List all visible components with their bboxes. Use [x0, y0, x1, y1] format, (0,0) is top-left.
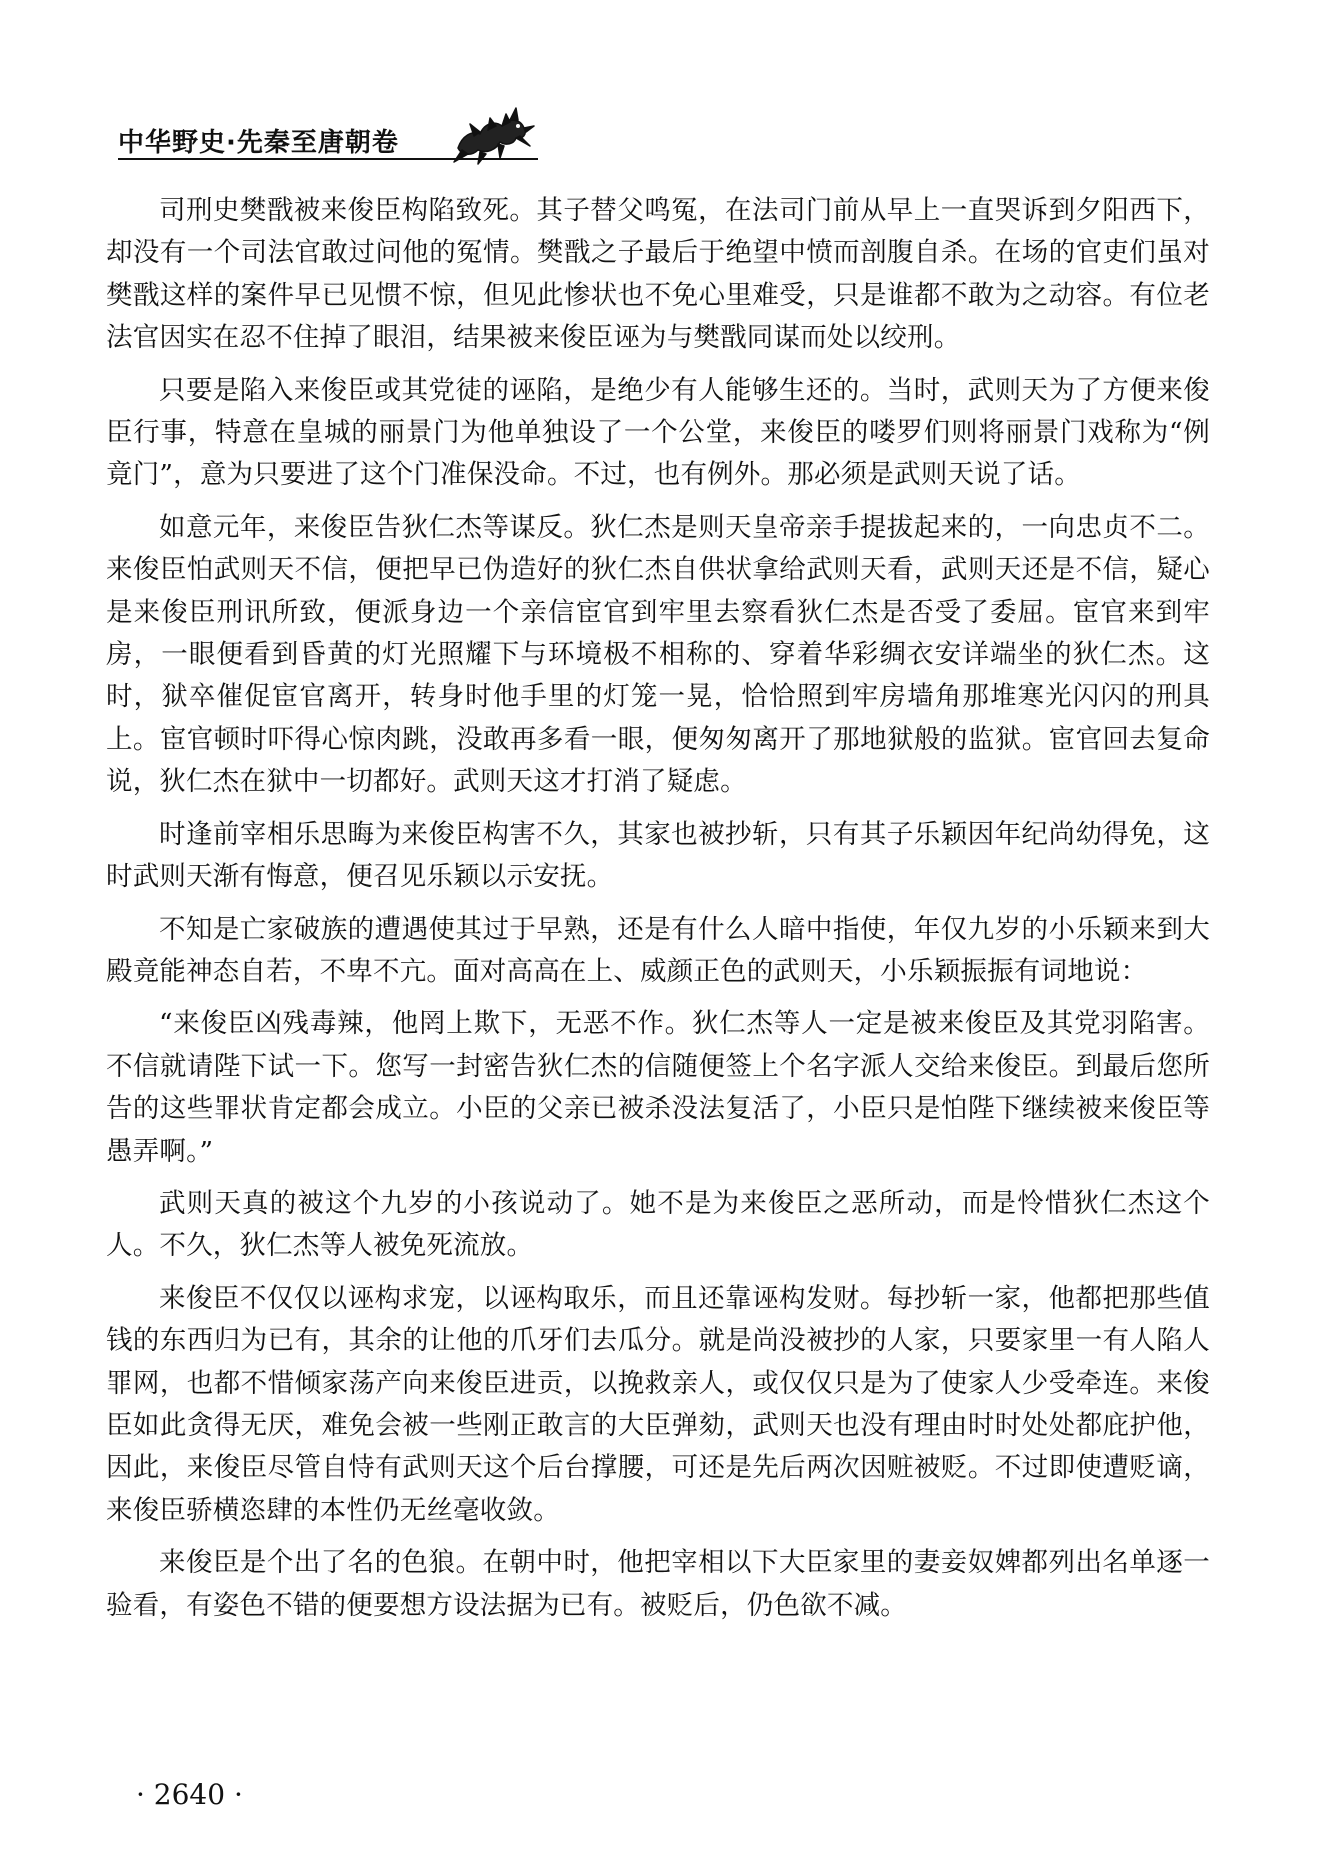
paragraph: “来俊臣凶残毒辣，他罔上欺下，无恶不作。狄仁杰等人一定是被来俊臣及其党羽陷害。不信就请陛下试一下。您写一封密告狄仁杰的信随便签上个名字派人交给来俊臣。到最后您所告的这些罪状肯定都会成立。小臣的父亲已被杀没法复活了，小臣只是怕陛下继续被来俊臣等愚弄啊。” — [106, 1008, 1210, 1167]
dragon-icon — [448, 100, 536, 170]
paragraph: 武则天真的被这个九岁的小孩说动了。她不是为来俊臣之恶所动，而是怜惜狄仁杰这个人。不久，狄仁杰等人被免死流放。 — [106, 1187, 1210, 1262]
paragraph: 司刑史樊戬被来俊臣构陷致死。其子替父鸣冤，在法司门前从早上一直哭诉到夕阳西下，却没有一个司法官敢过问他的冤情。樊戬之子最后于绝望中愤而剖腹自杀。在场的官吏们虽对樊戬这样的案件早已见惯不惊，但见此惨状也不免心里难受，只是谁都不敢为之动容。有位老法官因实在忍不住掉了眼泪，结果被来俊臣诬为与樊戬同谋而处以绞刑。 — [106, 195, 1210, 354]
paragraph: 来俊臣是个出了名的色狼。在朝中时，他把宰相以下大臣家里的妻妾奴婢都列出名单逐一验看，有姿色不错的便要想方设法据为已有。被贬后，仍色欲不减。 — [106, 1547, 1210, 1621]
paragraph: 只要是陷入来俊臣或其党徒的诬陷，是绝少有人能够生还的。当时，武则天为了方便来俊臣行事，特意在皇城的丽景门为他单独设了一个公堂，来俊臣的喽罗们则将丽景门戏称为“例竟门”，意为只要进了这个门准保没命。不过，也有例外。那必须是武则天说了话。 — [106, 374, 1210, 491]
page-number: · 2640 · — [136, 1778, 243, 1811]
header-title: 中华野史·先秦至唐朝卷 — [118, 128, 399, 158]
body-text — [106, 190, 1210, 1637]
paragraph: 不知是亡家破族的遭遇使其过于早熟，还是有什么人暗中指使，年仅九岁的小乐颖来到大殿竟能神态自若，不卑不亢。面对高高在上、威颜正色的武则天，小乐颖振振有词地说： — [106, 913, 1210, 987]
paragraph: 如意元年，来俊臣告狄仁杰等谋反。狄仁杰是则天皇帝亲手提拔起来的，一向忠贞不二。来俊臣怕武则天不信，便把早已伪造好的狄仁杰自供状拿给武则天看，武则天还是不信，疑心是来俊臣刑讯所致，便派身边一个亲信宦官到牢里去察看狄仁杰是否受了委屈。宦官来到牢房，一眼便看到昏黄的灯光照耀下与环境极不相称的、穿着华彩绸衣安详端坐的狄仁杰。这时，狱卒催促宦官离开，转身时他手里的灯笼一晃，恰恰照到牢房墙角那堆寒光闪闪的刑具上。宦官顿时吓得心惊肉跳，没敢再多看一眼，便匆匆离开了那地狱般的监狱。宦官回去复命说，狄仁杰在狱中一切都好。武则天这才打消了疑虑。 — [106, 511, 1210, 798]
paragraph: 时逢前宰相乐思晦为来俊臣构害不久，其家也被抄斩，只有其子乐颖因年纪尚幼得免，这时武则天渐有悔意，便召见乐颖以示安抚。 — [106, 818, 1210, 893]
paragraph: 来俊臣不仅仅以诬构求宠，以诬构取乐，而且还靠诬构发财。每抄斩一家，他都把那些值钱的东西归为已有，其余的让他的爪牙们去瓜分。就是尚没被抄的人家，只要家里一有人陷人罪网，也都不惜倾家荡产向来俊臣进贡，以挽救亲人，或仅仅只是为了使家人少受牵连。来俊臣如此贪得无厌，难免会被一些刚正敢言的大臣弹劾，武则天也没有理由时时处处都庇护他，因此，来俊臣尽管自恃有武则天这个后台撑腰，可还是先后两次因赃被贬。不过即使遭贬谪，来俊臣骄横恣肆的本性仍无丝毫收敛。 — [106, 1282, 1210, 1526]
